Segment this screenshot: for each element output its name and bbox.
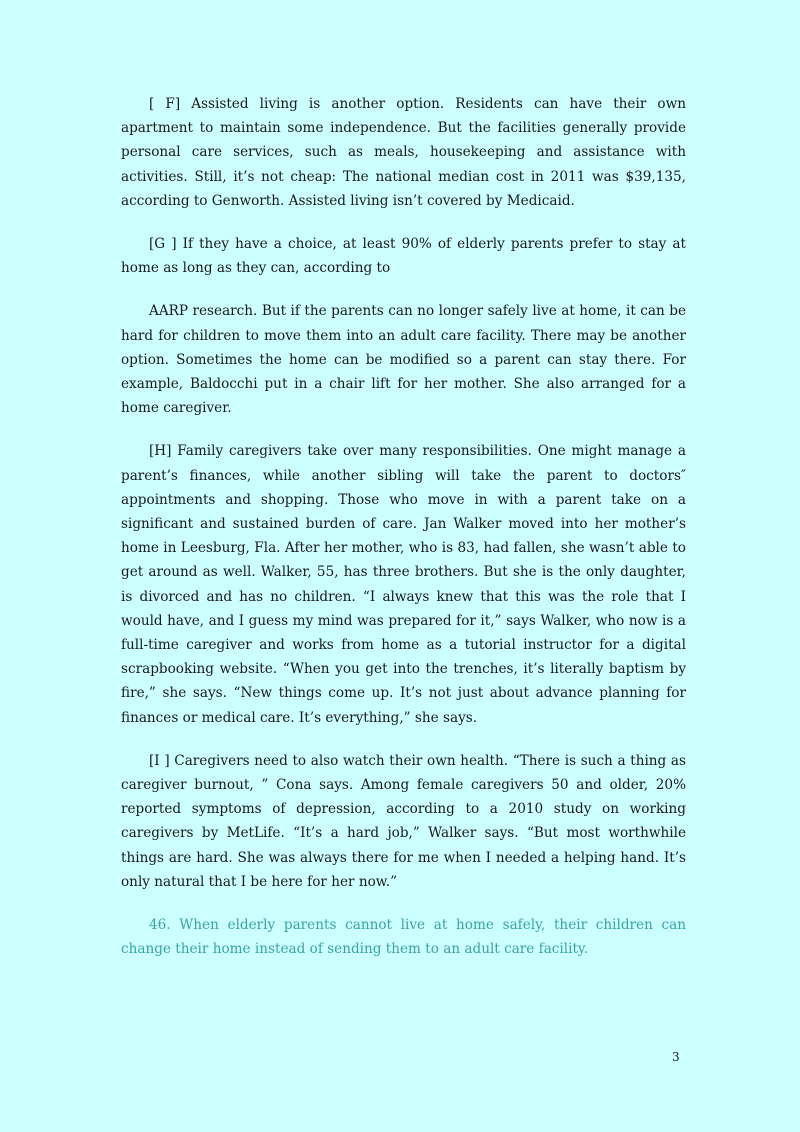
paragraph-g-part2: AARP research. But if the parents can no longer safely live at home, it can be hard for children to move them into an adult care facility. There may be another option. Sometimes the home can be modified so a parent can stay there. For example, Baldocchi put in a chair lift for her mother. She also arranged for a home caregiver. bbox=[121, 303, 691, 417]
paragraph-f: [ F] Assisted living is another option. Residents can have their own apartment to maintain some independence. But the facilities generally provide personal care services, such as meals, housekeeping and assistance with activities. Still, it’s not cheap: The national median cost in 2011 was $39,135, according to Genworth. Assisted living isn’t covered by Medicaid. bbox=[121, 96, 691, 209]
document-body bbox=[121, 92, 691, 962]
page-number: 3 bbox=[672, 1050, 680, 1064]
question-46: 46. When elderly parents cannot live at home safely, their children can change their home instead of sending them to an adult care facility. bbox=[121, 917, 691, 958]
paragraph-g-part1: [G ] If they have a choice, at least 90% of elderly parents prefer to stay at home as long as they can, according to bbox=[121, 236, 691, 277]
paragraph-i: [I ] Caregivers need to also watch their own health. “There is such a thing as caregiver burnout, ” Cona says. Among female caregivers 50 and older, 20% reported symptoms of depression, according to a 2010 study on working caregivers by MetLife. “It’s a hard job,” Walker says. “But most worthwhile things are hard. She was always there for me when I needed a helping hand. It’s only natural that I be here for her now.” bbox=[121, 752, 691, 890]
paragraph-h: [H] Family caregivers take over many responsibilities. One might manage a parent’s finances, while another sibling will take the parent to doctors″ appointments and shopping. Those who move in with a parent take on a significant and sustained burden of care. Jan Walker moved into her mother’s home in Leesburg, Fla. After her mother, who is 83, had fallen, she wasn’t able to get around as well. Walker, 55, has three brothers. But she is the only daughter, is divorced and has no children. “I always knew that this was the role that I would have, and I guess my mind was prepared for it,” says Walker, who now is a full-time caregiver and works from home as a tutorial instructor for a digital scrapbooking website. “When you get into the trenches, it’s literally baptism by fire,” she says. “New things come up. It’s not just about advance planning for finances or medical care. It’s everything,” she says. bbox=[121, 443, 691, 726]
